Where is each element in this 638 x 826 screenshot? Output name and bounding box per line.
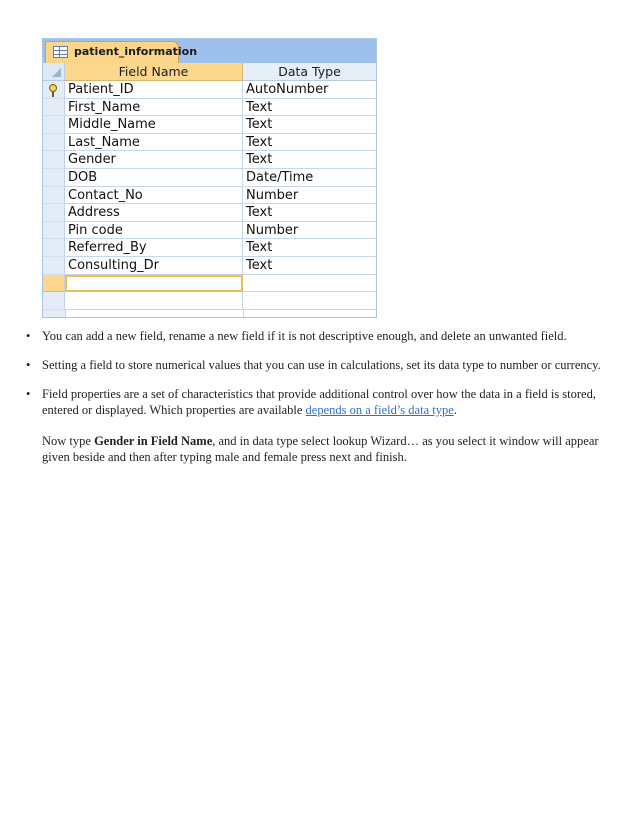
text-before-link: Field properties are a set of characteristics that provide additional control over how the data in a field is stored, entered or displayed. Which properties are available (42, 387, 596, 417)
row-selector[interactable] (43, 99, 65, 117)
instruction-text-start: Now type (42, 434, 95, 448)
field-name-cell[interactable]: Pin code (65, 222, 243, 240)
bullet-dot: • (26, 387, 31, 401)
field-name-cell[interactable]: DOB (65, 169, 243, 187)
bullet-dot: • (26, 329, 31, 343)
row-selector[interactable] (43, 187, 65, 205)
row-selector[interactable] (43, 239, 65, 257)
row-selector[interactable] (43, 116, 65, 134)
data-type-cell[interactable]: Text (243, 99, 376, 117)
row-selector[interactable] (43, 81, 65, 99)
field-name-cell[interactable] (65, 292, 243, 310)
table-row-empty[interactable] (43, 292, 376, 310)
data-type-link[interactable]: depends on a field’s data type (305, 403, 454, 417)
data-type-cell[interactable] (243, 292, 376, 310)
row-selector[interactable] (43, 204, 65, 222)
data-type-cell[interactable]: Text (243, 116, 376, 134)
field-name-cell[interactable]: Gender (65, 151, 243, 169)
table-row[interactable] (43, 222, 376, 240)
instruction-text-end: , and in data type select lookup Wizard… as you select it window will appear given beside and then after typing male and female press next and finish. (42, 434, 599, 464)
data-type-cell[interactable]: Text (243, 239, 376, 257)
tab-strip (43, 39, 376, 63)
text-after-link: . (453, 403, 457, 417)
field-name-cell[interactable]: Contact_No (65, 187, 243, 205)
data-type-cell[interactable]: Number (243, 187, 376, 205)
column-divider (243, 310, 244, 317)
field-name-cell[interactable]: Middle_Name (65, 116, 243, 134)
row-selector[interactable] (43, 257, 65, 275)
row-selector-column (43, 310, 66, 317)
select-all-corner[interactable] (43, 63, 65, 81)
data-type-cell[interactable]: Text (243, 151, 376, 169)
instruction-bold-text: Gender in Field Name (94, 434, 213, 448)
table-row[interactable] (43, 151, 376, 169)
field-name-cell[interactable]: Last_Name (65, 134, 243, 152)
field-rows (43, 81, 376, 310)
tab-patient-information[interactable] (45, 41, 198, 63)
row-selector[interactable] (43, 134, 65, 152)
data-type-cell[interactable]: Text (243, 134, 376, 152)
row-selector[interactable] (43, 292, 65, 310)
data-type-cell[interactable]: Number (243, 222, 376, 240)
bullet-item (26, 357, 606, 373)
table-row[interactable] (43, 187, 376, 205)
row-selector[interactable] (43, 275, 65, 293)
table-row[interactable] (43, 99, 376, 117)
row-selector[interactable] (43, 151, 65, 169)
field-name-input[interactable] (65, 275, 243, 293)
table-row[interactable] (43, 134, 376, 152)
field-name-cell[interactable]: Patient_ID (65, 81, 243, 99)
bullet-dot: • (26, 358, 31, 372)
data-type-cell[interactable] (243, 275, 376, 293)
bullet-list (26, 328, 606, 465)
table-row[interactable] (43, 81, 376, 99)
bullet-item (26, 328, 606, 344)
bullet-item (26, 386, 606, 465)
row-selector[interactable] (43, 222, 65, 240)
table-row[interactable] (43, 169, 376, 187)
field-name-cell[interactable]: Referred_By (65, 239, 243, 257)
column-header-data-type[interactable]: Data Type (243, 63, 376, 81)
data-type-cell[interactable]: Date/Time (243, 169, 376, 187)
table-row[interactable] (43, 116, 376, 134)
table-row[interactable] (43, 257, 376, 275)
instruction-paragraph (42, 433, 606, 465)
table-icon (53, 46, 68, 58)
data-type-cell[interactable]: AutoNumber (243, 81, 376, 99)
field-name-cell[interactable]: First_Name (65, 99, 243, 117)
column-header-field-name[interactable]: Field Name (65, 63, 243, 81)
primary-key-icon (49, 84, 57, 92)
row-selector[interactable] (43, 169, 65, 187)
bullet-text: Setting a field to store numerical values that you can use in calculations, set its data type to number or currency. (42, 358, 601, 372)
data-type-cell[interactable]: Text (243, 257, 376, 275)
table-row[interactable] (43, 204, 376, 222)
bullet-text (42, 386, 606, 418)
table-row[interactable] (43, 239, 376, 257)
grid-bottom-area (43, 310, 376, 317)
field-name-cell[interactable]: Consulting_Dr (65, 257, 243, 275)
tab-label: patient_information (74, 45, 198, 58)
table-row-new[interactable] (43, 275, 376, 293)
field-name-cell[interactable]: Address (65, 204, 243, 222)
data-type-cell[interactable]: Text (243, 204, 376, 222)
table-design-window (42, 38, 377, 318)
bullet-text: You can add a new field, rename a new field if it is not descriptive enough, and delete an unwanted field. (42, 329, 567, 343)
